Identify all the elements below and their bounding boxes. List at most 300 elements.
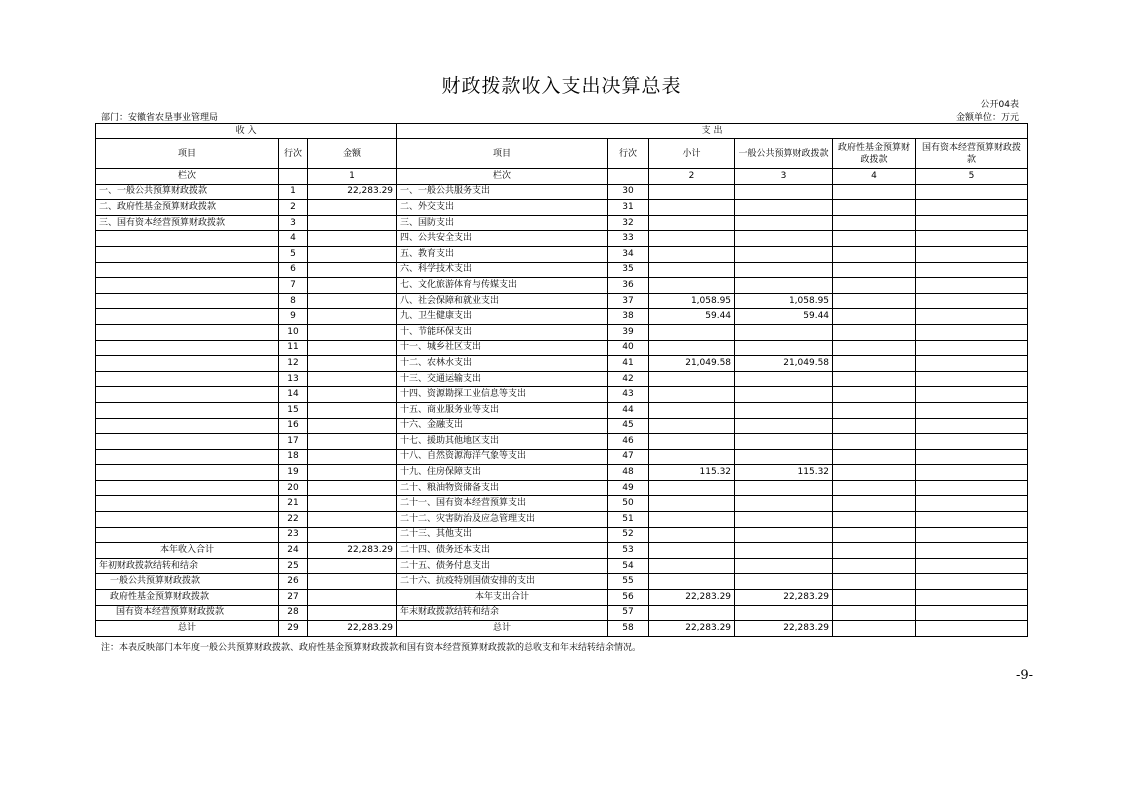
table-row (96, 231, 1028, 247)
expense-line-header: 行次 (608, 139, 649, 169)
income-line-cell: 6 (279, 262, 308, 278)
table-row (96, 590, 1028, 606)
header-row-columns (96, 139, 1028, 169)
income-line-cell: 16 (279, 418, 308, 434)
subtotal-cell (649, 558, 735, 574)
expense-item-cell: 八、社会保障和就业支出 (397, 293, 608, 309)
subtotal-cell: 1,058.95 (649, 293, 735, 309)
expense-line-cell: 50 (608, 496, 649, 512)
capital-budget-header: 国有资本经营预算财政拨款 (916, 139, 1028, 169)
income-section-header: 收 入 (96, 124, 397, 139)
table-row (96, 418, 1028, 434)
table-row (96, 246, 1028, 262)
table-row (96, 356, 1028, 372)
table-row (96, 558, 1028, 574)
general-budget-cell (735, 512, 833, 528)
expense-line-cell: 32 (608, 215, 649, 231)
income-item-cell: 总计 (96, 621, 279, 637)
colnum-2: 2 (649, 169, 735, 185)
expense-item-cell: 二十三、其他支出 (397, 527, 608, 543)
subtotal-cell: 22,283.29 (649, 590, 735, 606)
general-budget-cell (735, 215, 833, 231)
general-budget-cell (735, 371, 833, 387)
income-amount-cell (308, 418, 397, 434)
income-amount-cell (308, 231, 397, 247)
expense-item-cell: 二十四、债务还本支出 (397, 543, 608, 559)
income-line-cell: 10 (279, 324, 308, 340)
table-row (96, 496, 1028, 512)
income-item-cell (96, 512, 279, 528)
expense-line-cell: 35 (608, 262, 649, 278)
income-amount-cell (308, 200, 397, 216)
expense-line-cell: 47 (608, 449, 649, 465)
general-budget-cell (735, 402, 833, 418)
general-budget-cell: 22,283.29 (735, 590, 833, 606)
subtotal-cell (649, 246, 735, 262)
page-number: -9- (1016, 668, 1034, 683)
income-item-cell (96, 465, 279, 481)
fund-budget-cell (833, 434, 916, 450)
capital-budget-cell (916, 605, 1028, 621)
fund-budget-cell (833, 371, 916, 387)
income-line-cell: 21 (279, 496, 308, 512)
income-amount-cell (308, 262, 397, 278)
fund-budget-cell (833, 574, 916, 590)
expense-line-cell: 36 (608, 278, 649, 294)
colnum-5: 5 (916, 169, 1028, 185)
income-item-cell: 国有资本经营预算财政拨款 (96, 605, 279, 621)
fund-budget-cell (833, 246, 916, 262)
income-item-cell: 本年收入合计 (96, 543, 279, 559)
general-budget-cell (735, 262, 833, 278)
fund-budget-cell (833, 184, 916, 200)
subtotal-cell (649, 231, 735, 247)
income-item-cell (96, 324, 279, 340)
expense-line-cell: 39 (608, 324, 649, 340)
income-amount-cell: 22,283.29 (308, 543, 397, 559)
colnum-3: 3 (735, 169, 833, 185)
capital-budget-cell (916, 184, 1028, 200)
income-line-cell: 22 (279, 512, 308, 528)
expense-item-cell: 二十六、抗疫特别国债安排的支出 (397, 574, 608, 590)
subtotal-cell (649, 371, 735, 387)
expense-line-cell: 37 (608, 293, 649, 309)
income-line-cell: 17 (279, 434, 308, 450)
table-row (96, 371, 1028, 387)
expense-item-cell: 十八、自然资源海洋气象等支出 (397, 449, 608, 465)
income-item-cell (96, 496, 279, 512)
subtotal-cell (649, 480, 735, 496)
income-item-cell: 三、国有资本经营预算财政拨款 (96, 215, 279, 231)
expense-item-cell: 二十一、国有资本经营预算支出 (397, 496, 608, 512)
table-row (96, 215, 1028, 231)
subtotal-cell (649, 324, 735, 340)
subtotal-cell: 22,283.29 (649, 621, 735, 637)
fund-budget-cell (833, 527, 916, 543)
subtotal-cell (649, 605, 735, 621)
capital-budget-cell (916, 356, 1028, 372)
income-line-cell: 9 (279, 309, 308, 325)
capital-budget-cell (916, 215, 1028, 231)
income-item-cell (96, 480, 279, 496)
income-line-cell: 2 (279, 200, 308, 216)
income-line-cell: 23 (279, 527, 308, 543)
capital-budget-cell (916, 309, 1028, 325)
income-item-cell (96, 449, 279, 465)
expense-item-cell: 四、公共安全支出 (397, 231, 608, 247)
expense-line-cell: 42 (608, 371, 649, 387)
income-amount-cell (308, 324, 397, 340)
expense-item-header: 项目 (397, 139, 608, 169)
income-line-cell: 14 (279, 387, 308, 403)
subtotal-cell (649, 200, 735, 216)
general-budget-cell: 115.32 (735, 465, 833, 481)
expense-line-cell: 51 (608, 512, 649, 528)
subtotal-cell (649, 574, 735, 590)
income-line-cell: 15 (279, 402, 308, 418)
fund-budget-cell (833, 356, 916, 372)
general-budget-cell (735, 574, 833, 590)
income-line-cell: 27 (279, 590, 308, 606)
capital-budget-cell (916, 340, 1028, 356)
expense-line-cell: 46 (608, 434, 649, 450)
subtotal-cell (649, 215, 735, 231)
subtotal-cell: 115.32 (649, 465, 735, 481)
income-item-cell: 一、一般公共预算财政拨款 (96, 184, 279, 200)
general-budget-cell: 22,283.29 (735, 621, 833, 637)
subtotal-cell (649, 527, 735, 543)
fund-budget-cell (833, 449, 916, 465)
capital-budget-cell (916, 621, 1028, 637)
income-item-cell (96, 246, 279, 262)
expense-line-cell: 58 (608, 621, 649, 637)
income-item-cell (96, 387, 279, 403)
income-item-cell (96, 293, 279, 309)
general-budget-cell (735, 558, 833, 574)
expense-item-cell: 二十二、灾害防治及应急管理支出 (397, 512, 608, 528)
income-amount-cell (308, 512, 397, 528)
income-amount-cell (308, 496, 397, 512)
capital-budget-cell (916, 324, 1028, 340)
column-number-row (96, 169, 1028, 185)
fund-budget-cell (833, 590, 916, 606)
income-line-cell: 8 (279, 293, 308, 309)
general-budget-cell (735, 340, 833, 356)
expense-item-cell: 十九、住房保障支出 (397, 465, 608, 481)
income-item-cell (96, 527, 279, 543)
capital-budget-cell (916, 590, 1028, 606)
expense-item-cell: 年末财政拨款结转和结余 (397, 605, 608, 621)
table-row (96, 293, 1028, 309)
fund-budget-cell (833, 605, 916, 621)
capital-budget-cell (916, 558, 1028, 574)
subtotal-cell: 59.44 (649, 309, 735, 325)
expense-item-cell: 十三、交通运输支出 (397, 371, 608, 387)
expense-item-cell: 十七、援助其他地区支出 (397, 434, 608, 450)
fund-budget-cell (833, 621, 916, 637)
capital-budget-cell (916, 543, 1028, 559)
general-budget-cell (735, 434, 833, 450)
income-line-cell: 29 (279, 621, 308, 637)
table-row (96, 402, 1028, 418)
income-line-cell: 7 (279, 278, 308, 294)
general-budget-cell (735, 496, 833, 512)
income-item-cell (96, 356, 279, 372)
capital-budget-cell (916, 449, 1028, 465)
page-title: 财政拨款收入支出决算总表 (441, 75, 682, 97)
income-amount-cell (308, 527, 397, 543)
income-item-cell: 年初财政拨款结转和结余 (96, 558, 279, 574)
expense-line-cell: 55 (608, 574, 649, 590)
general-budget-cell (735, 480, 833, 496)
table-row (96, 184, 1028, 200)
subtotal-cell (649, 543, 735, 559)
expense-line-cell: 53 (608, 543, 649, 559)
expense-item-cell: 十、节能环保支出 (397, 324, 608, 340)
capital-budget-cell (916, 402, 1028, 418)
fund-budget-cell (833, 262, 916, 278)
capital-budget-cell (916, 512, 1028, 528)
expense-item-cell: 十四、资源勘探工业信息等支出 (397, 387, 608, 403)
income-line-cell: 13 (279, 371, 308, 387)
form-number: 公开04表 (980, 100, 1019, 110)
subtotal-header: 小计 (649, 139, 735, 169)
income-amount-cell (308, 340, 397, 356)
fund-budget-cell (833, 293, 916, 309)
capital-budget-cell (916, 231, 1028, 247)
table-row (96, 340, 1028, 356)
capital-budget-cell (916, 480, 1028, 496)
income-amount-cell (308, 574, 397, 590)
subtotal-cell (649, 262, 735, 278)
fund-budget-cell (833, 324, 916, 340)
table-row (96, 605, 1028, 621)
income-item-cell (96, 371, 279, 387)
table-row (96, 387, 1028, 403)
general-budget-cell: 21,049.58 (735, 356, 833, 372)
fund-budget-cell (833, 512, 916, 528)
table-row (96, 434, 1028, 450)
income-amount-cell (308, 605, 397, 621)
income-line-cell: 5 (279, 246, 308, 262)
income-item-cell (96, 231, 279, 247)
expense-item-cell: 十二、农林水支出 (397, 356, 608, 372)
income-line-cell: 28 (279, 605, 308, 621)
fund-budget-cell (833, 465, 916, 481)
income-amount-cell (308, 309, 397, 325)
income-amount-cell (308, 449, 397, 465)
income-item-cell (96, 402, 279, 418)
general-budget-cell (735, 246, 833, 262)
general-budget-cell: 1,058.95 (735, 293, 833, 309)
fund-budget-cell (833, 543, 916, 559)
expense-line-cell: 31 (608, 200, 649, 216)
income-line-cell: 18 (279, 449, 308, 465)
general-budget-cell (735, 184, 833, 200)
income-item-cell: 二、政府性基金预算财政拨款 (96, 200, 279, 216)
table-row (96, 262, 1028, 278)
fund-budget-cell (833, 215, 916, 231)
subtotal-cell (649, 496, 735, 512)
table-row (96, 621, 1028, 637)
income-amount-cell (308, 371, 397, 387)
income-line-cell: 26 (279, 574, 308, 590)
table-row (96, 200, 1028, 216)
fund-budget-cell (833, 231, 916, 247)
general-budget-cell (735, 527, 833, 543)
income-amount-cell (308, 387, 397, 403)
fund-budget-cell (833, 340, 916, 356)
table-row (96, 309, 1028, 325)
expense-line-cell: 44 (608, 402, 649, 418)
income-amount-cell: 22,283.29 (308, 184, 397, 200)
fund-budget-cell (833, 402, 916, 418)
subtotal-cell (649, 434, 735, 450)
header-row-sections (96, 124, 1028, 139)
general-budget-cell (735, 231, 833, 247)
expense-item-cell: 一、一般公共服务支出 (397, 184, 608, 200)
expense-item-cell: 六、科学技术支出 (397, 262, 608, 278)
income-amount-cell (308, 402, 397, 418)
capital-budget-cell (916, 293, 1028, 309)
expense-line-cell: 56 (608, 590, 649, 606)
capital-budget-cell (916, 371, 1028, 387)
income-item-cell (96, 278, 279, 294)
subtotal-cell (649, 387, 735, 403)
expense-item-cell: 二十五、债务付息支出 (397, 558, 608, 574)
expense-item-cell: 九、卫生健康支出 (397, 309, 608, 325)
expense-line-cell: 54 (608, 558, 649, 574)
capital-budget-cell (916, 574, 1028, 590)
capital-budget-cell (916, 200, 1028, 216)
fund-budget-cell (833, 200, 916, 216)
fund-budget-cell (833, 418, 916, 434)
expense-line-cell: 41 (608, 356, 649, 372)
income-item-cell (96, 262, 279, 278)
income-amount-cell (308, 465, 397, 481)
expense-line-cell: 43 (608, 387, 649, 403)
expense-item-cell: 七、文化旅游体育与传媒支出 (397, 278, 608, 294)
income-amount-cell (308, 356, 397, 372)
general-budget-cell (735, 449, 833, 465)
subtotal-cell (649, 449, 735, 465)
general-budget-header: 一般公共预算财政拨款 (735, 139, 833, 169)
fund-budget-cell (833, 387, 916, 403)
table-row (96, 324, 1028, 340)
general-budget-cell (735, 543, 833, 559)
general-budget-cell (735, 324, 833, 340)
fund-budget-cell (833, 278, 916, 294)
capital-budget-cell (916, 496, 1028, 512)
expense-line-cell: 40 (608, 340, 649, 356)
income-amount-cell: 22,283.29 (308, 621, 397, 637)
table-row (96, 574, 1028, 590)
income-amount-cell (308, 480, 397, 496)
income-amount-cell (308, 558, 397, 574)
capital-budget-cell (916, 418, 1028, 434)
expense-line-cell: 49 (608, 480, 649, 496)
expense-line-cell: 30 (608, 184, 649, 200)
capital-budget-cell (916, 278, 1028, 294)
colnum-label: 栏次 (96, 169, 279, 185)
expense-line-cell: 38 (608, 309, 649, 325)
table-row (96, 465, 1028, 481)
general-budget-cell: 59.44 (735, 309, 833, 325)
expense-item-cell: 总计 (397, 621, 608, 637)
income-amount-cell (308, 278, 397, 294)
income-item-header: 项目 (96, 139, 279, 169)
expense-item-cell: 十五、商业服务业等支出 (397, 402, 608, 418)
income-item-cell (96, 309, 279, 325)
income-line-cell: 11 (279, 340, 308, 356)
colnum-blank (279, 169, 308, 185)
capital-budget-cell (916, 246, 1028, 262)
capital-budget-cell (916, 262, 1028, 278)
expense-item-cell: 三、国防支出 (397, 215, 608, 231)
subtotal-cell (649, 340, 735, 356)
subtotal-cell (649, 184, 735, 200)
income-amount-cell (308, 215, 397, 231)
table-row (96, 512, 1028, 528)
capital-budget-cell (916, 527, 1028, 543)
expense-line-cell: 57 (608, 605, 649, 621)
expense-line-cell: 52 (608, 527, 649, 543)
income-line-cell: 12 (279, 356, 308, 372)
income-line-cell: 25 (279, 558, 308, 574)
general-budget-cell (735, 418, 833, 434)
income-item-cell (96, 434, 279, 450)
fund-budget-cell (833, 496, 916, 512)
income-line-header: 行次 (279, 139, 308, 169)
table-row (96, 527, 1028, 543)
footnote: 注：本表反映部门本年度一般公共预算财政拨款、政府性基金预算财政拨款和国有资本经营预算财政拨款的总收支和年末结转结余情况。 (101, 643, 642, 653)
subtotal-cell (649, 512, 735, 528)
expense-item-cell: 十一、城乡社区支出 (397, 340, 608, 356)
table-row (96, 449, 1028, 465)
colnum-1: 1 (308, 169, 397, 185)
table-row (96, 278, 1028, 294)
colnum-4: 4 (833, 169, 916, 185)
department-label: 部门：安徽省农垦事业管理局 (101, 113, 219, 123)
income-amount-cell (308, 590, 397, 606)
income-line-cell: 3 (279, 215, 308, 231)
fund-budget-header: 政府性基金预算财政拨款 (833, 139, 916, 169)
expense-item-cell: 十六、金融支出 (397, 418, 608, 434)
general-budget-cell (735, 278, 833, 294)
income-amount-header: 金额 (308, 139, 397, 169)
expense-line-cell: 48 (608, 465, 649, 481)
income-item-cell: 政府性基金预算财政拨款 (96, 590, 279, 606)
fund-budget-cell (833, 558, 916, 574)
general-budget-cell (735, 387, 833, 403)
expense-item-cell: 五、教育支出 (397, 246, 608, 262)
income-line-cell: 19 (279, 465, 308, 481)
table-row (96, 543, 1028, 559)
expense-item-cell: 二十、粮油物资储备支出 (397, 480, 608, 496)
income-line-cell: 20 (279, 480, 308, 496)
capital-budget-cell (916, 434, 1028, 450)
income-item-cell (96, 340, 279, 356)
general-budget-cell (735, 200, 833, 216)
subtotal-cell: 21,049.58 (649, 356, 735, 372)
income-line-cell: 4 (279, 231, 308, 247)
expense-section-header: 支 出 (397, 124, 1028, 139)
expense-line-cell: 33 (608, 231, 649, 247)
capital-budget-cell (916, 465, 1028, 481)
income-line-cell: 1 (279, 184, 308, 200)
income-line-cell: 24 (279, 543, 308, 559)
income-amount-cell (308, 246, 397, 262)
